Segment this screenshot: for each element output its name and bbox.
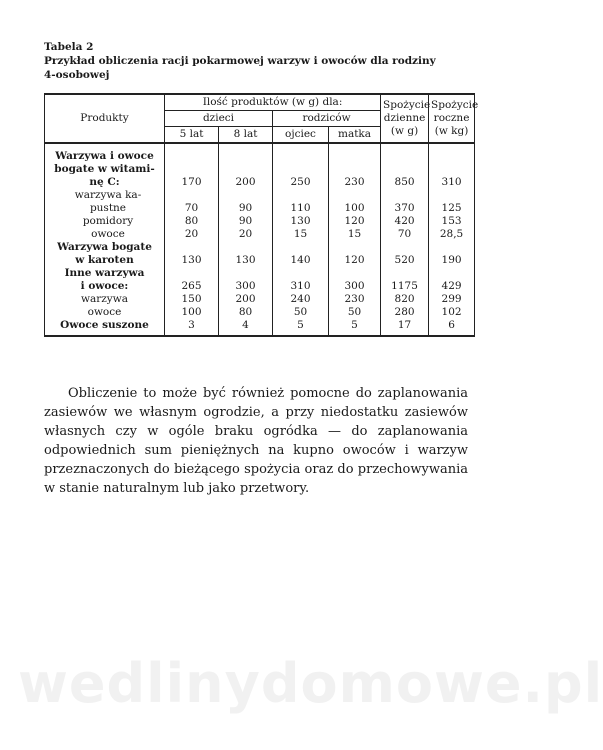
table-cell: 15 <box>329 228 381 241</box>
table-cell: 130 <box>273 215 329 228</box>
table-cell: 200 <box>219 293 273 306</box>
table-cell: 850 <box>381 176 429 189</box>
table-cell: 3 <box>165 319 219 336</box>
row-label: Inne warzywa <box>45 267 165 280</box>
table-cell <box>329 143 381 163</box>
table-cell <box>429 143 475 163</box>
table-cell: 429 <box>429 280 475 293</box>
table-cell <box>219 241 273 254</box>
table-cell <box>381 163 429 176</box>
table-cell <box>381 241 429 254</box>
table-cell: 90 <box>219 202 273 215</box>
table-cell: 280 <box>381 306 429 319</box>
table-cell: 1175 <box>381 280 429 293</box>
table-cell <box>429 241 475 254</box>
table-cell <box>329 267 381 280</box>
table-cell: 120 <box>329 254 381 267</box>
row-label: owoce <box>45 228 165 241</box>
table-cell <box>273 163 329 176</box>
table-cell: 70 <box>165 202 219 215</box>
table-cell <box>429 163 475 176</box>
table-cell: 130 <box>165 254 219 267</box>
table-cell: 28,5 <box>429 228 475 241</box>
table-cell: 20 <box>219 228 273 241</box>
table-cell: 50 <box>273 306 329 319</box>
row-label: nę C: <box>45 176 165 189</box>
table-cell <box>381 189 429 202</box>
table-row <box>45 228 475 241</box>
row-label: warzywa ka- <box>45 189 165 202</box>
table-row <box>45 176 475 189</box>
row-label: bogate w witami- <box>45 163 165 176</box>
table-cell <box>381 143 429 163</box>
table-cell: 250 <box>273 176 329 189</box>
table-cell <box>165 143 219 163</box>
table-cell: 15 <box>273 228 329 241</box>
table-row <box>45 306 475 319</box>
table-cell: 140 <box>273 254 329 267</box>
table-row <box>45 319 475 336</box>
table-row <box>45 215 475 228</box>
table-row <box>45 241 475 254</box>
table-cell <box>381 267 429 280</box>
table-cell: 110 <box>273 202 329 215</box>
table-cell: 70 <box>381 228 429 241</box>
table-cell <box>165 267 219 280</box>
table-cell <box>273 241 329 254</box>
table-cell: 300 <box>219 280 273 293</box>
table-cell <box>273 189 329 202</box>
table-cell: 820 <box>381 293 429 306</box>
table-row <box>45 189 475 202</box>
header-yearly: Spożycie roczne (w kg) <box>429 94 475 143</box>
table-cell: 150 <box>165 293 219 306</box>
table-cell: 90 <box>219 215 273 228</box>
table-cell: 5 <box>273 319 329 336</box>
header-children: dzieci <box>165 111 273 127</box>
table-cell <box>165 189 219 202</box>
table-cell: 310 <box>273 280 329 293</box>
table-cell <box>273 267 329 280</box>
row-label: pomidory <box>45 215 165 228</box>
row-label: i owoce: <box>45 280 165 293</box>
table-cell: 102 <box>429 306 475 319</box>
table-row <box>45 163 475 176</box>
table-cell: 100 <box>329 202 381 215</box>
table-cell: 370 <box>381 202 429 215</box>
table-cell: 17 <box>381 319 429 336</box>
table-cell: 80 <box>219 306 273 319</box>
header-mother: matka <box>329 127 381 144</box>
table-label: Tabela 2 <box>44 41 94 53</box>
table-cell: 230 <box>329 176 381 189</box>
header-age-8: 8 lat <box>219 127 273 144</box>
table-cell: 310 <box>429 176 475 189</box>
table-cell: 80 <box>165 215 219 228</box>
table-cell: 6 <box>429 319 475 336</box>
table-title-line-2: 4-osobowej <box>44 69 110 81</box>
table-row <box>45 280 475 293</box>
table-body <box>45 143 475 336</box>
table-cell <box>429 267 475 280</box>
table-cell <box>329 189 381 202</box>
body-paragraph: Obliczenie to może być również pomocne do zaplanowania zasiewów we własnym ogrodzie, a przy niedostatku zasiewów własnych czy w ogóle braku ogródka — do zaplanowania odpowiednich sum pieniężnych na kupno owoców i warzyw przeznaczonych do bieżącego spożycia oraz do przechowywania w stanie naturalnym lub jako przetwory. <box>44 386 468 496</box>
table-cell: 120 <box>329 215 381 228</box>
table-cell: 170 <box>165 176 219 189</box>
table-caption <box>44 40 474 82</box>
table-cell: 20 <box>165 228 219 241</box>
table-cell <box>273 143 329 163</box>
row-label: Warzywa i owoce <box>45 143 165 163</box>
header-parents: rodziców <box>273 111 381 127</box>
row-label: pustne <box>45 202 165 215</box>
table-cell <box>219 163 273 176</box>
watermark: wedlinydomowe.pl <box>18 652 603 715</box>
table-cell: 5 <box>329 319 381 336</box>
ration-table <box>44 93 479 337</box>
table-cell <box>219 189 273 202</box>
table-cell: 265 <box>165 280 219 293</box>
table-cell <box>219 143 273 163</box>
table-cell: 153 <box>429 215 475 228</box>
table-cell: 240 <box>273 293 329 306</box>
table-cell: 4 <box>219 319 273 336</box>
table-cell: 125 <box>429 202 475 215</box>
table-cell: 200 <box>219 176 273 189</box>
table-cell: 299 <box>429 293 475 306</box>
row-label: w karoten <box>45 254 165 267</box>
row-label: Owoce suszone <box>45 319 165 336</box>
table-row <box>45 254 475 267</box>
row-label: owoce <box>45 306 165 319</box>
header-daily: Spożycie dzienne (w g) <box>381 94 429 143</box>
row-label: warzywa <box>45 293 165 306</box>
table-cell: 520 <box>381 254 429 267</box>
header-age-5: 5 lat <box>165 127 219 144</box>
table-cell <box>429 189 475 202</box>
table-row <box>45 267 475 280</box>
table-cell: 230 <box>329 293 381 306</box>
header-products: Produkty <box>45 94 165 143</box>
table-cell: 190 <box>429 254 475 267</box>
table-cell: 300 <box>329 280 381 293</box>
table-cell: 100 <box>165 306 219 319</box>
table-cell <box>219 267 273 280</box>
table-cell: 50 <box>329 306 381 319</box>
table-title-line-1: Przykład obliczenia racji pokarmowej warzyw i owoców dla rodziny <box>44 55 436 67</box>
table-cell <box>329 241 381 254</box>
table-cell <box>165 241 219 254</box>
table-cell <box>165 163 219 176</box>
table-row <box>45 293 475 306</box>
table-cell <box>329 163 381 176</box>
table-cell: 420 <box>381 215 429 228</box>
header-amount: Ilość produktów (w g) dla: <box>165 94 381 111</box>
table-row <box>45 143 475 163</box>
header-father: ojciec <box>273 127 329 144</box>
table-cell: 130 <box>219 254 273 267</box>
row-label: Warzywa bogate <box>45 241 165 254</box>
table-row <box>45 202 475 215</box>
